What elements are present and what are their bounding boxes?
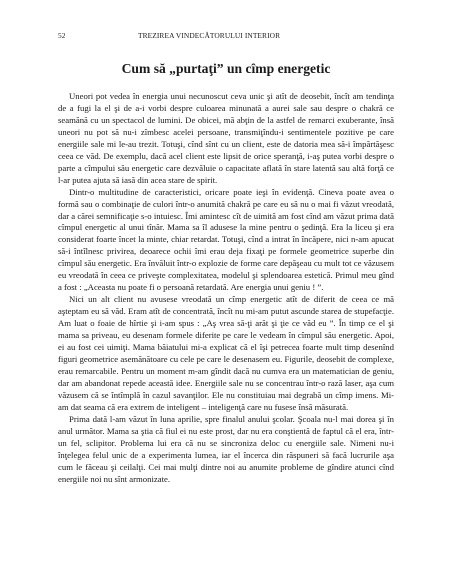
running-head	[58, 31, 394, 41]
paragraph: Nici un alt client nu avusese vreodată un cîmp energetic atît de diferit de ceea ce mă aşteptam eu să văd. Eram atît de concentrată, încît nu mi-am putut ascunde starea de stupefacţie. Am luat o foaie de hîrtie şi i-am spus : „Aş vrea să-ţi arăt şi ţie ce văd eu ”. În timp ce el şi mama sa priveau, eu desenam formele diferite pe care le vedeam în cîmpul său energetic. Apoi, ei au fost cei uimiţi. Mama băiatului mi-a explicat că el îşi petrecea foarte mult timp desenînd figuri geometrice asemănătoare cu cele pe care le desenasem eu. Figurile, deosebit de complexe, erau remarcabile. Pentru un moment m-am gîndit dacă nu cumva era un matematician de geniu, dar am abandonat repede această idee. Energiile sale nu se concentrau într-o rază laser, aşa cum văzusem că se întîmplă în cazul savanţilor. Ele nu constituiau mai degrabă un cîmp imens. Mi-am dat seama că era extrem de inteligent – inteligenţă care nu fusese însă măsurată.	[58, 294, 394, 412]
running-head-title: TREZIREA VINDECĂTORULUI INTERIOR	[138, 31, 281, 40]
page-number: 52	[58, 31, 66, 40]
paragraph: Uneori pot vedea în energia unui necunoscut ceva unic şi atît de deosebit, încît am tendinţa de a fugi la el şi de a-i vorbi despre culoarea minunată a aurei sale sau despre o chakră ce seamănă cu un spectacol de lumini. De obicei, mă abţin de la astfel de remarci exuberante, însă uneori nu pot să nu-i zîmbesc acelei persoane, transmiţîndu-i sentimentele pozitive pe care energiile sale mi le-au trezit. Totuşi, cînd sînt cu un client, este de datoria mea să-i împărtăşesc ceea ce văd. De exemplu, dacă acel client este lipsit de orice speranţă, i-aş putea vorbi despre o parte a cîmpului său energetic care dezvăluie o capacitate aflată în stare latentă sau altă forţă ce l-ar putea ajuta să iasă din acea stare de spirit.	[58, 91, 394, 185]
body-text	[58, 91, 394, 485]
paragraph: Dintr-o multitudine de caracteristici, oricare poate ieşi în evidenţă. Cineva poate avea o formă sau o combinaţie de culori într-o anumită chakră pe care eu să nu o mai fi văzut vreodată, dar a cărei semnificaţie s-o intuiesc. Îmi amintesc cît de uimită am fost cînd am văzut prima dată cîmpul energetic al unui tînăr. Mama sa îl adusese la mine pentru o şedinţă. Era la liceu şi era considerat foarte încet la minte, chiar retardat. Totuşi, cînd a intrat în încăpere, nici n-am apucat să-i întîlnesc privirea, deoarece ochii îmi erau deja fixaţi pe formele geometrice superbe din cîmpul său energetic. Era învăluit într-o explozie de forme care depăşeau cu mult tot ce văzusem eu vreodată în ceea ce priveşte complexitatea, modelul şi splendoarea estetică. Primul meu gînd a fost : „Aceasta nu poate fi o persoană retardată. Are energia unui geniu ! ”.	[58, 186, 394, 293]
paragraph: Prima dată l-am văzut în luna aprilie, spre finalul anului şcolar. Şcoala nu-l mai dorea şi în anul următor. Mama sa ştia că fiul ei nu este prost, dar nu era conştientă de faptul că el era, într-un fel, sclipitor. Problema lui era că nu se sincroniza deloc cu energiile sale. Nimeni nu-i înţelegea felul unic de a experimenta lumea, iar el încerca din răspuneri să facă lucrurile aşa cum le făceau şi ceilalţi. Cei mai mulţi dintre noi au anumite probleme de gîndire atunci cînd energiile noi nu sînt armonizate.	[58, 413, 394, 484]
chapter-heading: Cum să „purtaţi” un cîmp energetic	[121, 61, 331, 76]
